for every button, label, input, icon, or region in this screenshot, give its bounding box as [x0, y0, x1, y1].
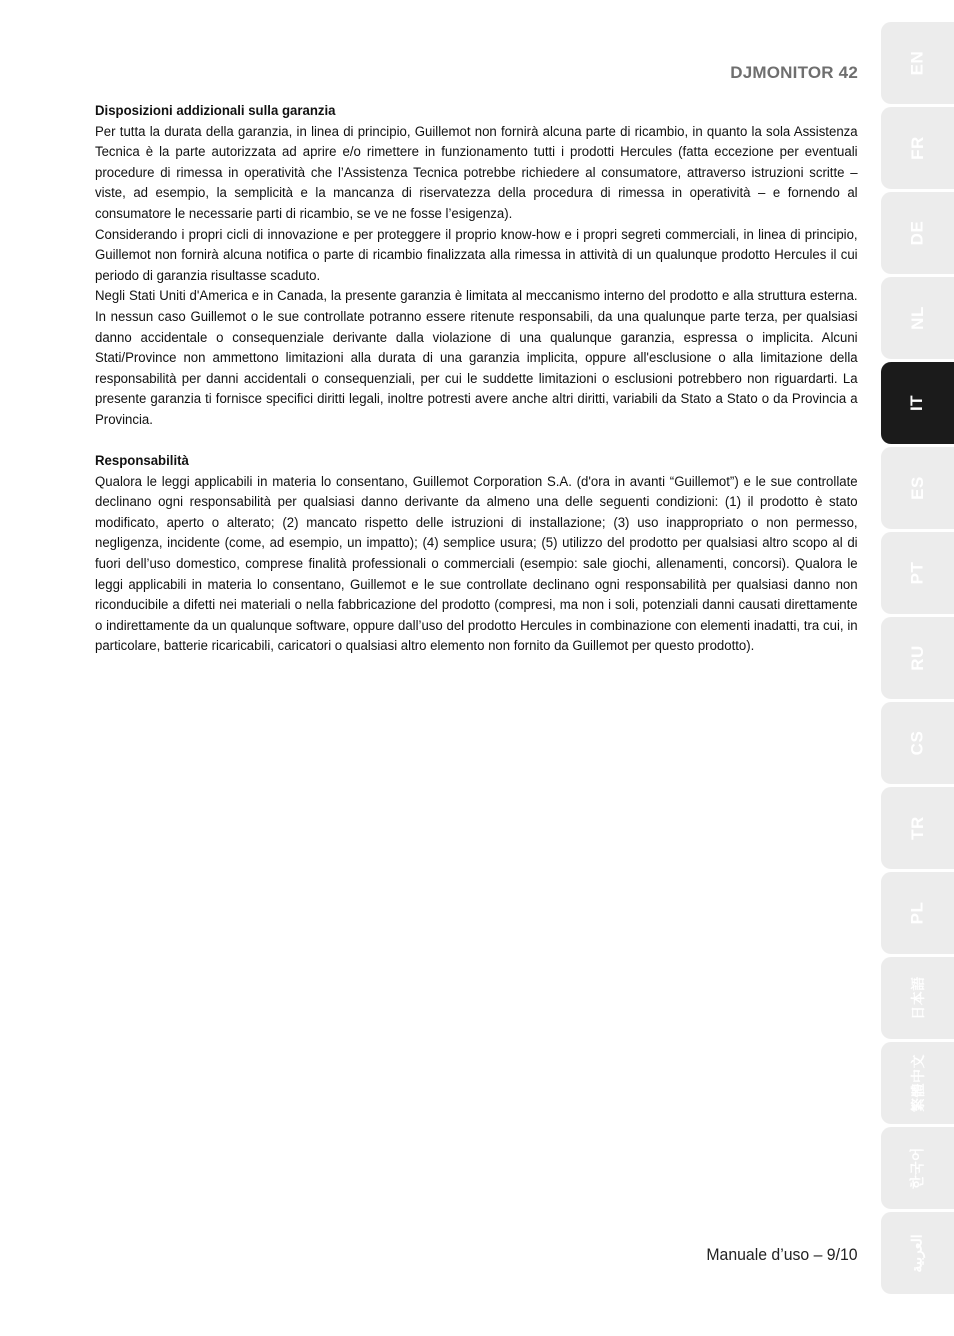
tab-es[interactable] — [881, 447, 954, 529]
tab-label: العربية — [908, 1233, 925, 1273]
tab-ru[interactable] — [881, 617, 954, 699]
tab-zh[interactable] — [881, 1042, 954, 1124]
tab-de[interactable] — [881, 192, 954, 274]
tab-pl[interactable] — [881, 872, 954, 954]
tab-label: ES — [907, 476, 927, 500]
tab-tr[interactable] — [881, 787, 954, 869]
paragraph: Considerando i propri cicli di innovazione e per proteggere il proprio know-how e i propri segreti commerciali, in linea di principio, Guillemot non fornirà alcuna notifica o parte di ricambio finalizzata alla rimessa in attività di un qualunque prodotto Hercules il cui periodo di garanzia risultasse scaduto. — [95, 226, 858, 284]
section-heading-liability: Responsabilità — [95, 453, 189, 470]
tab-ar[interactable] — [881, 1212, 954, 1294]
paragraph: Per tutta la durata della garanzia, in linea di principio, Guillemot non fornirà alcuna parte di ricambio, in quanto la sola Assistenza Tecnica è la parte autorizzata ad aprire e/o rimettere in funzionamento tutti i prodotti Hercules (fatta eccezione per eventuali procedure di rimessa in operatività che l’Assistenza Tecnica potrebbe richiedere al consumatore, attraverso istruzioni scritte – viste, ad esempio, la semplicità e la mancanza di riservatezza della procedura di rimessa in operatività – e fornendo al consumatore le necessarie parti di ricambio, se ve ne fosse l’esigenza). — [95, 123, 858, 222]
paragraph: Negli Stati Uniti d'America e in Canada, la presente garanzia è limitata al meccanismo interno del prodotto e alla struttura esterna. In nessun caso Guillemot o le sue controllate potranno essere ritenute responsabili, da una qualunque parte terza, per qualsiasi danno accidentale o consequenziale derivante dalla violazione di una qualunque garanzia, espressa o implicita. Alcuni Stati/Province non ammettono limitazioni alla durata di una garanzia implicita, oppure all'esclusione o alla limitazione della responsabilità per danni accidentali o consequenziali, per cui le suddette limitazioni o esclusioni potrebbero non riguardarti. La presente garanzia ti fornisce specifici diritti legali, inoltre potresti avere anche altri diritti, variabili da Stato a Stato o da Provincia a Provincia. — [95, 288, 858, 428]
tab-en[interactable] — [881, 22, 954, 104]
tab-pt[interactable] — [881, 532, 954, 614]
paragraph: Qualora le leggi applicabili in materia lo consentano, Guillemot Corporation S.A. (d'ora in avanti “Guillemot”) e le sue controllate declinano ogni responsabilità per qualsiasi danno derivante da almeno una delle seguenti condizioni: (1) il prodotto è stato modificato, aperto o alterato; (2) mancato rispetto delle istruzioni di installazione; (3) uso inappropriato o non permesso, negligenza, incidente (come, ad esempio, un impatto); (4) semplice usura; (5) utilizzo del prodotto per qualsiasi altro scopo al di fuori dell’uso domestico, comprese finalità professionali o commerciali (esempio: sale giochi, allenamenti, concorsi). Qualora le leggi applicabili in materia lo consentano, Guillemot e le sue controllate declinano ogni responsabilità per qualsiasi danno non riconducibile a difetti nei materiali o nella fabbricazione del prodotto (compresi, ma non i soli, potenziali danni causati direttamente o indirettamente da un qualunque software, oppure dall’uso del prodotto Hercules in combinazione con elementi inadatti, tra cui, in particolare, batterie ricaricabili, caricatori o qualsiasi altro elemento non fornito da Guillemot per questo prodotto). — [95, 473, 858, 655]
page-footer: Manuale d’uso – 9/10 — [706, 1245, 858, 1264]
tab-label: NL — [907, 306, 927, 330]
tab-label: PT — [907, 561, 927, 585]
tab-label: PL — [907, 901, 927, 925]
tab-ko[interactable] — [881, 1127, 954, 1209]
tab-nl[interactable] — [881, 277, 954, 359]
tab-label: RU — [907, 645, 927, 671]
tab-label: DE — [907, 220, 927, 246]
tab-cs[interactable] — [881, 702, 954, 784]
tab-fr[interactable] — [881, 107, 954, 189]
tab-label: FR — [907, 136, 927, 160]
document-body — [95, 101, 858, 657]
tab-label: 한국어 — [909, 1146, 926, 1190]
tab-label: 繁體中文 — [909, 1054, 926, 1112]
tab-label: CS — [907, 730, 927, 756]
tab-label: IT — [907, 394, 927, 412]
tab-label: 日本語 — [909, 976, 926, 1020]
page-header-title: DJMONITOR 42 — [730, 63, 858, 82]
section-heading-warranty: Disposizioni addizionali sulla garanzia — [95, 103, 336, 119]
tab-label: EN — [907, 50, 927, 76]
tab-label: TR — [907, 816, 927, 840]
tab-it[interactable] — [881, 362, 954, 444]
tab-ja[interactable] — [881, 957, 954, 1039]
